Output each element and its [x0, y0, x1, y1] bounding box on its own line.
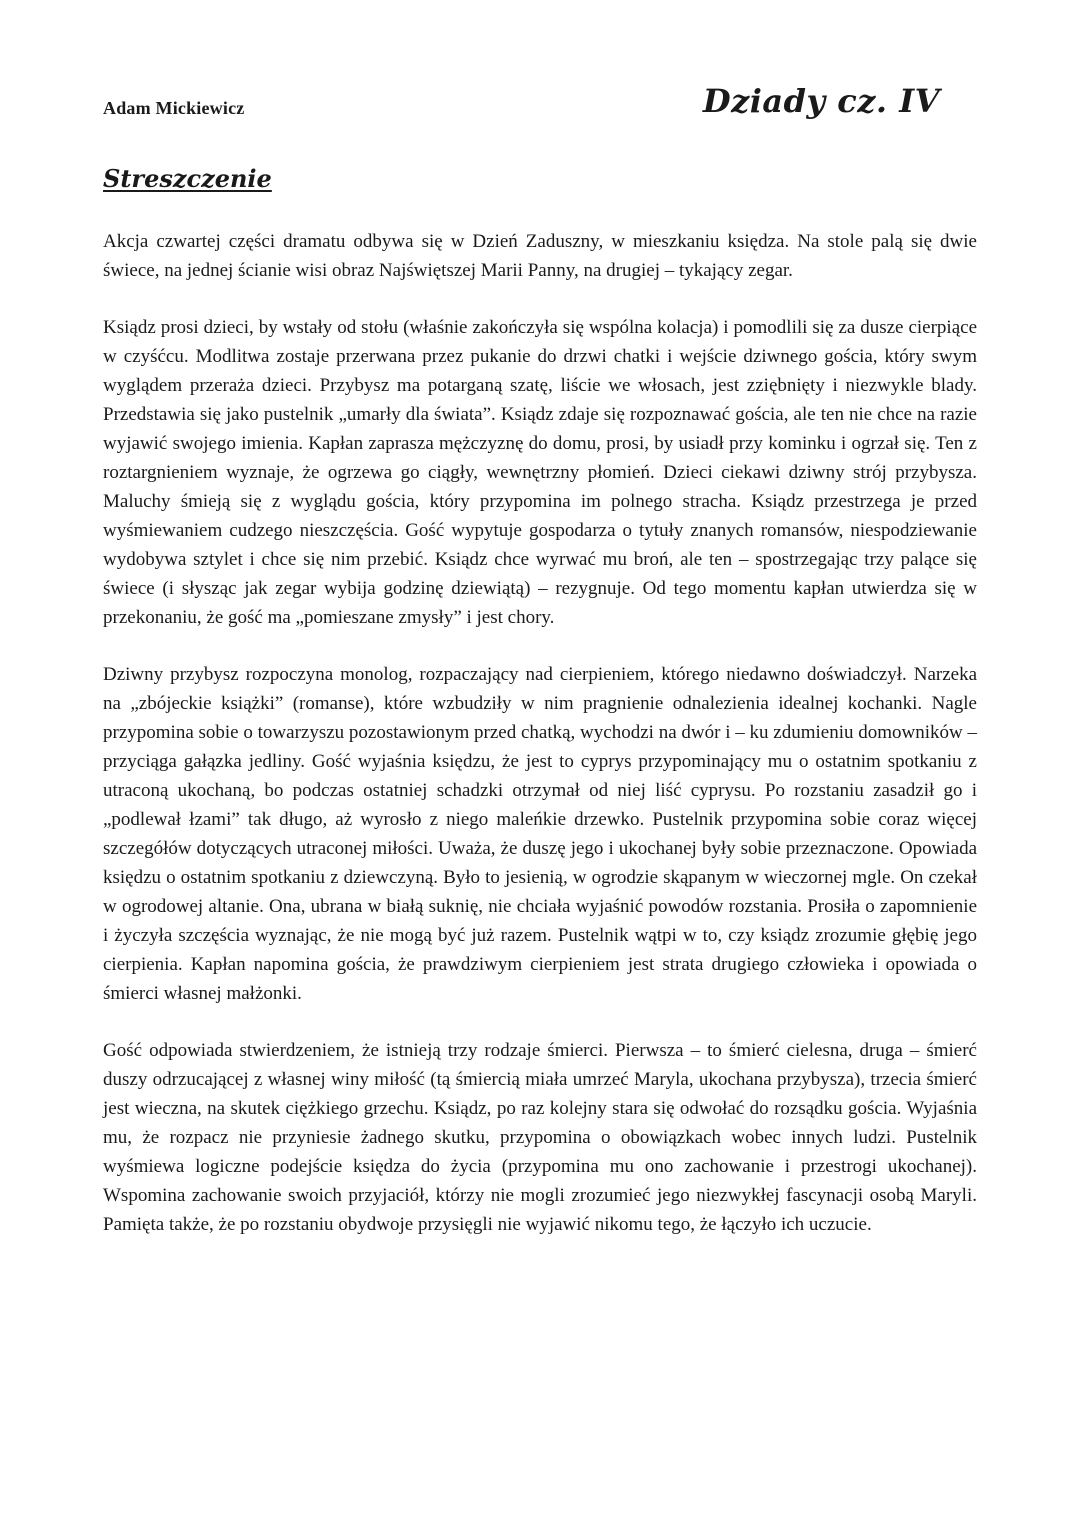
paragraph: Gość odpowiada stwierdzeniem, że istnieją trzy rodzaje śmierci. Pierwsza – to śmierć cielesna, druga – śmierć duszy odrzucającej z własnej winy miłość (tą śmiercią miała umrzeć Maryla, ukochana przybysza), trzecia śmierć jest wieczna, na skutek ciężkiego grzechu. Ksiądz, po raz kolejny stara się odwołać do rozsądku gościa. Wyjaśnia mu, że rozpacz nie przyniesie żadnego skutku, przypomina o obowiązkach wobec innych ludzi. Pustelnik wyśmiewa logiczne podejście księdza do życia (przypomina mu ono zachowanie i przestrogi ukochanej). Wspomina zachowanie swoich przyjaciół, którzy nie mogli zrozumieć jego niezwykłej fascynacji osobą Maryli. Pamięta także, że po rozstaniu obydwoje przysięgli nie wyjawić nikomu tego, że łączyło ich uczucie.	[103, 1040, 977, 1235]
section-title: Streszczenie	[103, 164, 272, 193]
summary-body	[103, 227, 977, 1267]
author-name: Adam Mickiewicz	[103, 98, 245, 118]
paragraph: Ksiądz prosi dzieci, by wstały od stołu (właśnie zakończyła się wspólna kolacja) i pomodlili się za dusze cierpiące w czyśćcu. Modlitwa zostaje przerwana przez pukanie do drzwi chatki i wejście dziwnego gościa, który swym wyglądem przeraża dzieci. Przybysz ma potarganą szatę, liście we włosach, jest zziębnięty i niezwykle blady. Przedstawia się jako pustelnik „umarły dla świata”. Ksiądz zdaje się rozpoznawać gościa, ale ten nie chce na razie wyjawić swojego imienia. Kapłan zaprasza mężczyznę do domu, prosi, by usiadł przy kominku i ogrzał się. Ten z roztargnieniem wyznaje, że ogrzewa go ciągły, wewnętrzny płomień. Dzieci ciekawi dziwny strój przybysza. Maluchy śmieją się z wyglądu gościa, który przypomina im polnego stracha. Ksiądz przestrzega je przed wyśmiewaniem cudzego nieszczęścia. Gość wypytuje gospodarza o tytuły znanych romansów, niespodziewanie wydobywa sztylet i chce się nim przebić. Ksiądz chce wyrwać mu broń, ale ten – spostrzegając trzy palące się świece (i słysząc jak zegar wybija godzinę dziewiątą) – rezygnuje. Od tego momentu kapłan utwierdza się w przekonaniu, że gość ma „pomieszane zmysły” i jest chory.	[103, 317, 977, 628]
paragraph: Akcja czwartej części dramatu odbywa się w Dzień Zaduszny, w mieszkaniu księdza. Na stole palą się dwie świece, na jednej ścianie wisi obraz Najświętszej Marii Panny, na drugiej – tykający zegar.	[103, 231, 977, 281]
paragraph: Dziwny przybysz rozpoczyna monolog, rozpaczający nad cierpieniem, którego niedawno doświadczył. Narzeka na „zbójeckie książki” (romanse), które wzbudziły w nim pragnienie odnalezienia idealnej kochanki. Nagle przypomina sobie o towarzyszu pozostawionym przed chatką, wychodzi na dwór i – ku zdumieniu domowników – przyciąga gałązka jedliny. Gość wyjaśnia księdzu, że jest to cyprys przypominający mu o ostatnim spotkaniu z utraconą ukochaną, bo podczas ostatniej schadzki otrzymał od niej liść cyprysu. Po rozstaniu zasadził go i „podlewał łzami” tak długo, aż wyrosło z niego maleńkie drzewko. Pustelnik przypomina sobie coraz więcej szczegółów dotyczących utraconej miłości. Uważa, że duszę jego i ukochanej były sobie przeznaczone. Opowiada księdzu o ostatnim spotkaniu z dziewczyną. Było to jesienią, w ogrodzie skąpanym w wieczornej mgle. On czekał w ogrodowej altanie. Ona, ubrana w białą suknię, nie chciała wyjaśnić powodów rozstania. Prosiła o zapomnienie i życzyła szczęścia wyznając, że nie mogą być już razem. Pustelnik wątpi w to, czy ksiądz zrozumie głębię jego cierpienia. Kapłan napomina gościa, że prawdziwym cierpieniem jest strata drugiego człowieka i opowiada o śmierci własnej małżonki.	[103, 664, 977, 1004]
page-header	[103, 78, 940, 128]
work-title: Dziady cz. IV	[702, 82, 940, 120]
